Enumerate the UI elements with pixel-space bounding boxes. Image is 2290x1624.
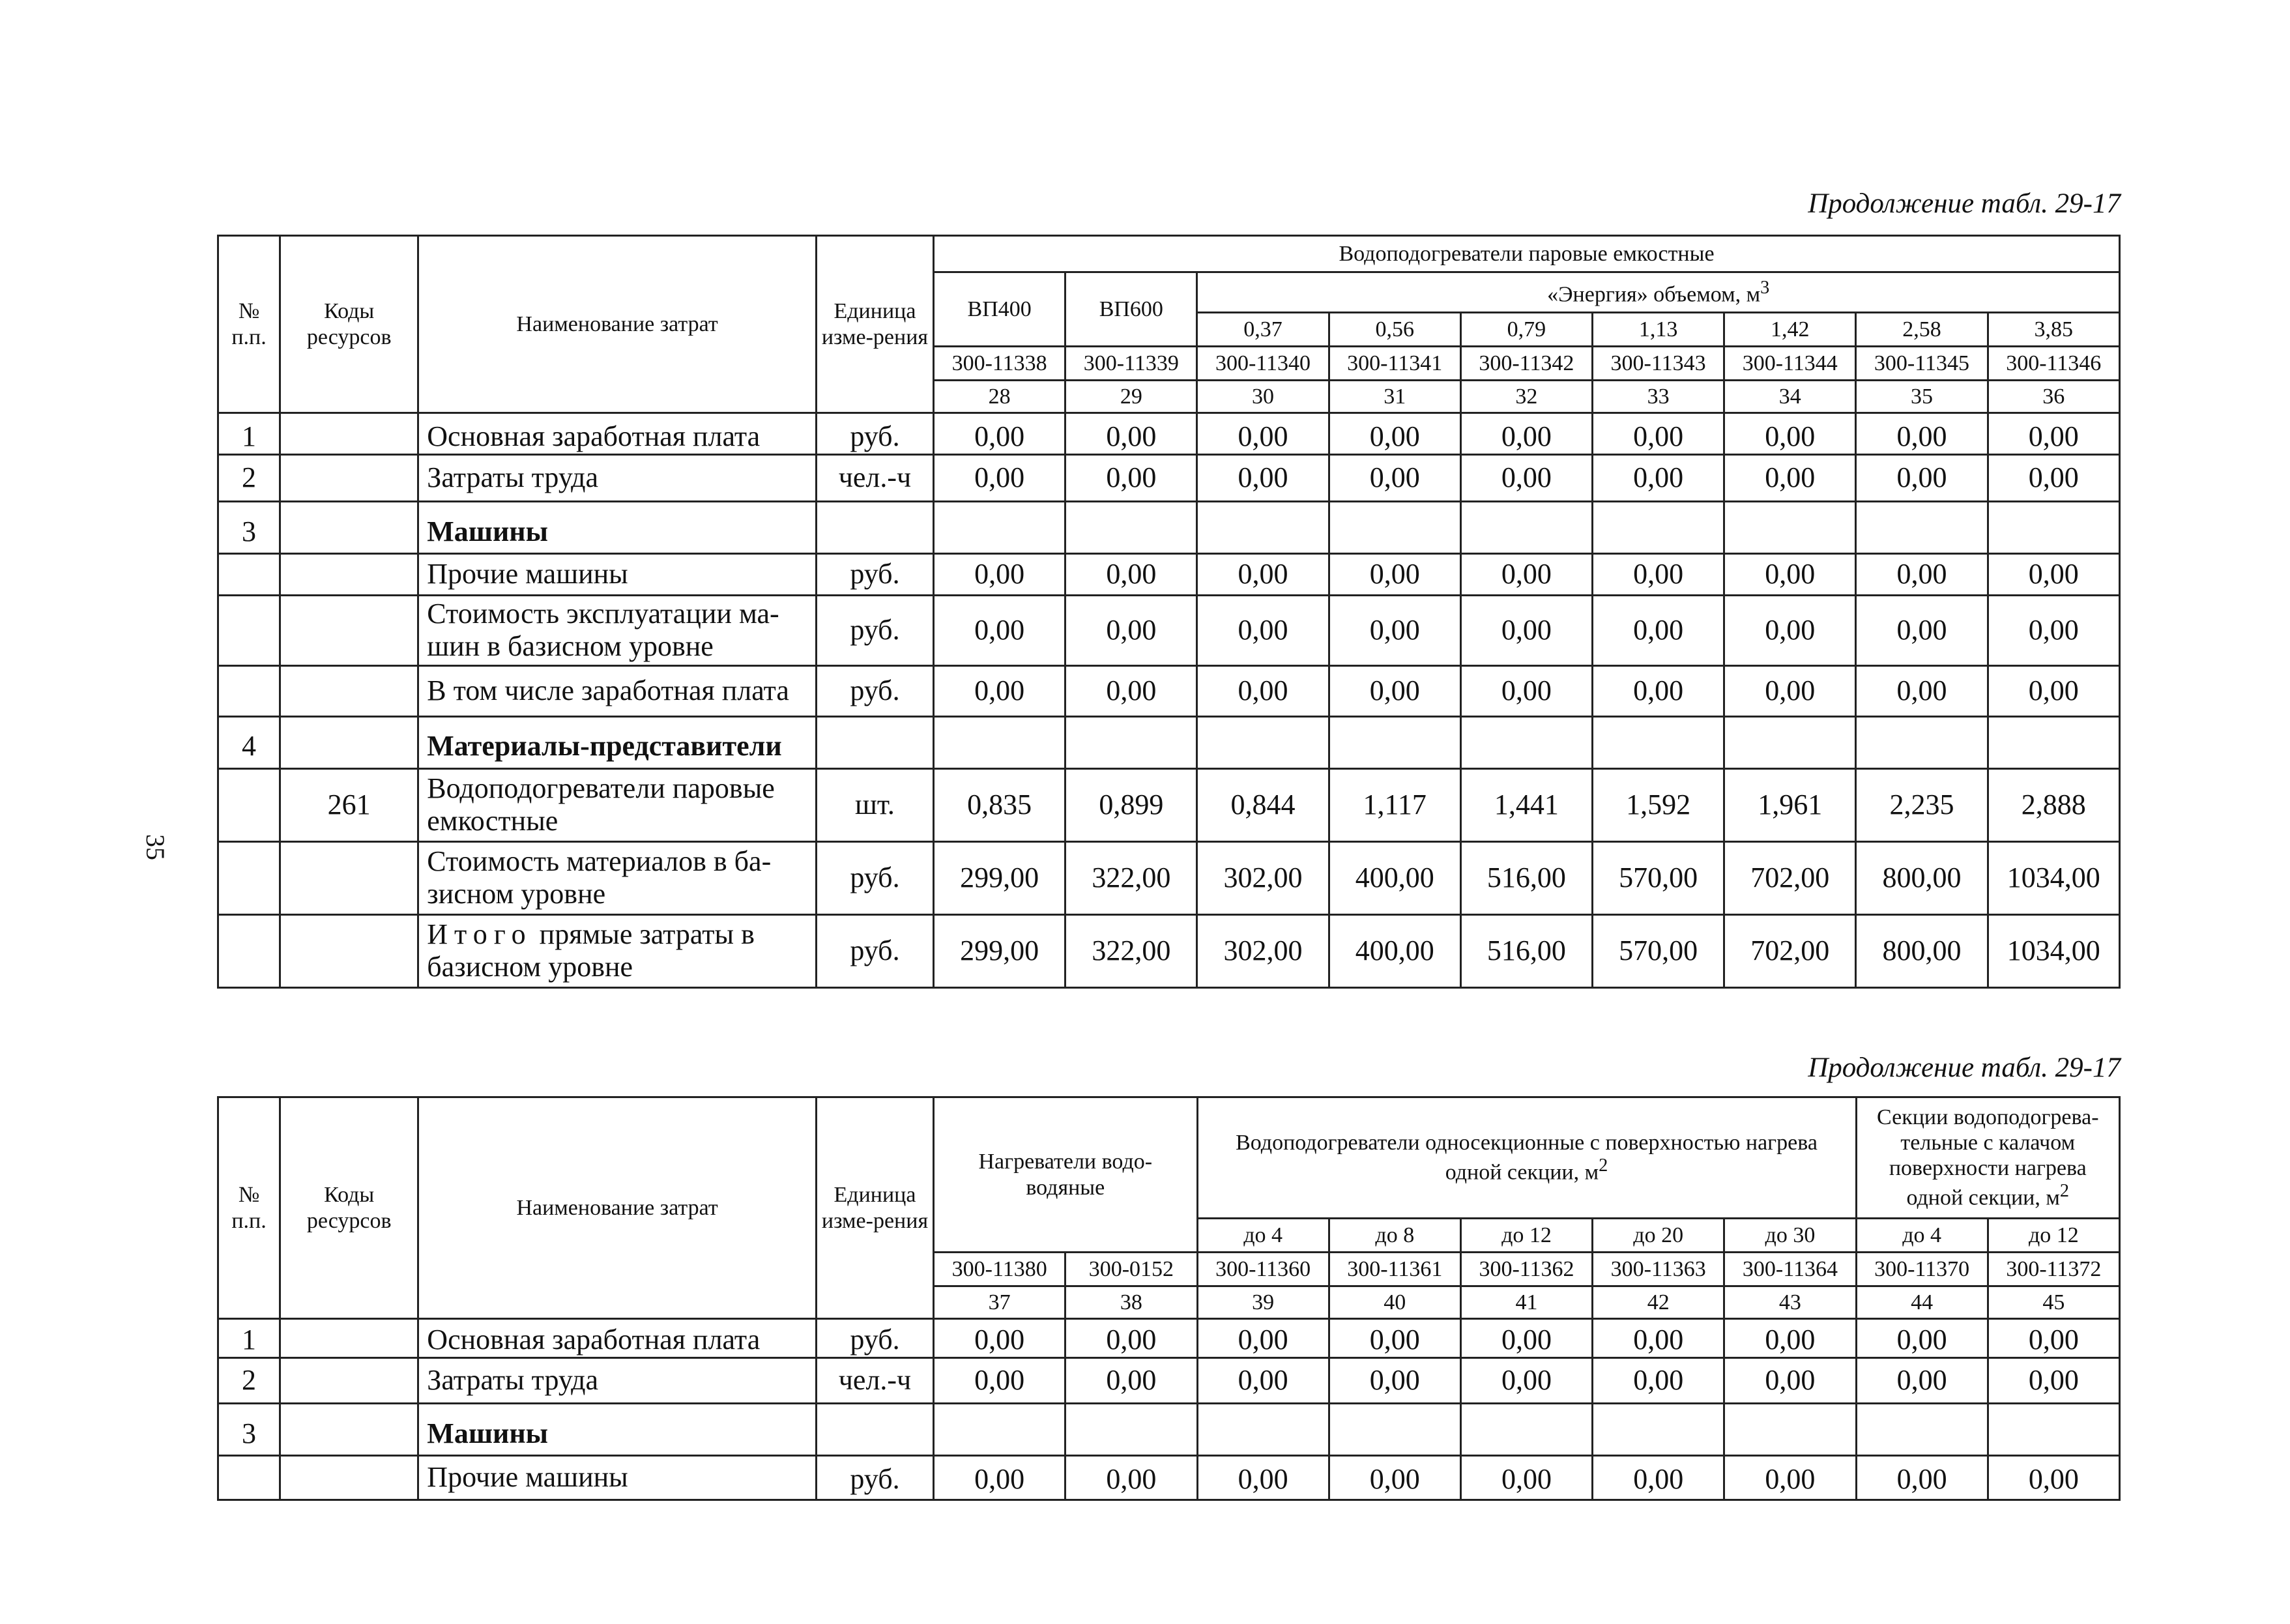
table-row: [218, 1358, 2120, 1404]
unit: руб.: [816, 595, 933, 665]
value-cell: [1329, 1404, 1460, 1456]
value-cell: 570,00: [1592, 914, 1724, 987]
unit: чел.-ч: [816, 1358, 933, 1404]
header-group-b: Водоподогреватели односекционные с поверхностью нагрева одной секции, $м^2$: [1197, 1097, 1856, 1219]
column-number: 34: [1724, 381, 1856, 413]
code-cell: 300-11363: [1593, 1253, 1724, 1286]
table-row: [218, 454, 2120, 501]
cost-name: Затраты труда: [418, 1358, 817, 1404]
column-number: 38: [1065, 1286, 1197, 1319]
cost-name: В том числе заработная плата: [418, 665, 817, 716]
value-cell: 0,00: [1592, 553, 1724, 595]
header-group: Водоподогреватели паровые емкостные: [934, 236, 2120, 272]
value-cell: 0,00: [1724, 454, 1856, 501]
value-cell: 0,00: [1592, 595, 1724, 665]
value-cell: 0,00: [1329, 413, 1460, 455]
value-cell: 302,00: [1197, 914, 1329, 987]
header-codes: Коды ресурсов: [280, 1097, 418, 1319]
value-cell: [934, 501, 1065, 553]
unit: шт.: [816, 768, 933, 841]
value-cell: 0,00: [1065, 413, 1197, 455]
volume-cell: 0,56: [1329, 313, 1460, 347]
table-row: [218, 1319, 2120, 1358]
value-cell: 0,00: [1724, 553, 1856, 595]
value-cell: 0,00: [1724, 665, 1856, 716]
value-cell: 0,00: [1988, 454, 2119, 501]
value-cell: 400,00: [1329, 841, 1460, 914]
value-cell: 0,00: [1988, 413, 2119, 455]
column-number: 33: [1592, 381, 1724, 413]
volume-cell: 1,13: [1592, 313, 1724, 347]
code-cell: 300-11338: [934, 347, 1065, 381]
value-cell: 0,00: [1460, 1456, 1592, 1500]
value-cell: 0,00: [1856, 665, 1988, 716]
value-cell: 0,00: [1197, 553, 1329, 595]
code-cell: 300-11372: [1988, 1253, 2119, 1286]
value-cell: 800,00: [1856, 914, 1988, 987]
value-cell: 322,00: [1065, 914, 1197, 987]
value-cell: [934, 716, 1065, 768]
volume-cell: 0,79: [1460, 313, 1592, 347]
header-group-a: Нагреватели водо-водяные: [934, 1097, 1197, 1253]
value-cell: [1724, 1404, 1856, 1456]
header-name: Наименование затрат: [418, 236, 817, 413]
volume-cell: 3,85: [1988, 313, 2119, 347]
code-cell: 300-11380: [934, 1253, 1065, 1286]
size-cell: до 4: [1856, 1219, 1988, 1253]
resource-code: [280, 1358, 418, 1404]
cost-name: Стоимость материалов в ба-зисном уровне: [418, 841, 817, 914]
unit: руб.: [816, 841, 933, 914]
column-number: 44: [1856, 1286, 1988, 1319]
size-cell: до 12: [1460, 1219, 1592, 1253]
column-number: 29: [1065, 381, 1197, 413]
value-cell: [1329, 716, 1460, 768]
value-cell: 0,00: [1856, 595, 1988, 665]
cost-name: Прочие машины: [418, 1456, 817, 1500]
column-number: 28: [934, 381, 1065, 413]
resource-code: [280, 501, 418, 553]
section-heading: Машины: [418, 1404, 817, 1456]
header-codes: Коды ресурсов: [280, 236, 418, 413]
value-cell: 1034,00: [1988, 914, 2119, 987]
header-vp600: ВП600: [1065, 272, 1197, 347]
section-heading: Материалы-представители: [418, 716, 817, 768]
value-cell: 0,00: [1197, 1456, 1329, 1500]
resource-code: [280, 841, 418, 914]
column-number: 42: [1593, 1286, 1724, 1319]
value-cell: 1,592: [1592, 768, 1724, 841]
header-no: № п.п.: [218, 1097, 280, 1319]
value-cell: [1197, 716, 1329, 768]
value-cell: 0,844: [1197, 768, 1329, 841]
value-cell: 0,00: [934, 454, 1065, 501]
unit: [816, 1404, 933, 1456]
value-cell: 702,00: [1724, 914, 1856, 987]
value-cell: 0,00: [1197, 665, 1329, 716]
value-cell: [1724, 501, 1856, 553]
value-cell: 0,00: [1988, 1358, 2119, 1404]
value-cell: [1197, 501, 1329, 553]
unit: руб.: [816, 914, 933, 987]
column-number: 35: [1856, 381, 1988, 413]
value-cell: 0,00: [1988, 1319, 2119, 1358]
column-number: 31: [1329, 381, 1460, 413]
value-cell: 0,00: [1593, 1358, 1724, 1404]
code-cell: 300-11364: [1724, 1253, 1856, 1286]
value-cell: 0,00: [1065, 665, 1197, 716]
cost-table-1: [217, 235, 2121, 989]
value-cell: 302,00: [1197, 841, 1329, 914]
value-cell: 516,00: [1460, 914, 1592, 987]
value-cell: [1065, 716, 1197, 768]
value-cell: 2,888: [1988, 768, 2119, 841]
table-row: [218, 595, 2120, 665]
volume-cell: 0,37: [1197, 313, 1329, 347]
table1-body: [218, 413, 2120, 988]
column-number: 32: [1460, 381, 1592, 413]
value-cell: [1724, 716, 1856, 768]
header-vp400: ВП400: [934, 272, 1065, 347]
resource-code: 261: [280, 768, 418, 841]
unit: чел.-ч: [816, 454, 933, 501]
value-cell: [1856, 1404, 1988, 1456]
table2-body: [218, 1319, 2120, 1500]
value-cell: 0,00: [1065, 1319, 1197, 1358]
value-cell: 516,00: [1460, 841, 1592, 914]
code-cell: 300-11342: [1460, 347, 1592, 381]
value-cell: 0,00: [1065, 553, 1197, 595]
value-cell: 1,441: [1460, 768, 1592, 841]
volume-cell: 1,42: [1724, 313, 1856, 347]
unit: руб.: [816, 413, 933, 455]
table-row: [218, 914, 2120, 987]
table-row: [218, 1456, 2120, 1500]
size-cell: до 12: [1988, 1219, 2119, 1253]
value-cell: 0,00: [1460, 413, 1592, 455]
table-row: [218, 716, 2120, 768]
value-cell: 0,00: [1460, 454, 1592, 501]
value-cell: 0,00: [1724, 1358, 1856, 1404]
continuation-caption-2: Продолжение табл. 29-17: [1808, 1052, 2121, 1083]
value-cell: 0,00: [1329, 553, 1460, 595]
unit: руб.: [816, 553, 933, 595]
value-cell: 0,00: [1065, 1358, 1197, 1404]
value-cell: 0,00: [1329, 1358, 1460, 1404]
table-row: [218, 768, 2120, 841]
cost-name-total: [418, 914, 817, 987]
column-number: 41: [1460, 1286, 1592, 1319]
value-cell: 0,00: [934, 553, 1065, 595]
value-cell: 0,00: [1724, 413, 1856, 455]
code-cell: 300-11360: [1197, 1253, 1329, 1286]
row-number: 1: [218, 413, 280, 455]
value-cell: 0,00: [1856, 413, 1988, 455]
row-number: [218, 665, 280, 716]
table-row: [218, 1404, 2120, 1456]
value-cell: 570,00: [1592, 841, 1724, 914]
size-cell: до 4: [1197, 1219, 1329, 1253]
value-cell: 0,00: [1460, 1319, 1592, 1358]
value-cell: [934, 1404, 1065, 1456]
header-unit: Единица изме-рения: [816, 1097, 933, 1319]
value-cell: 0,00: [1197, 413, 1329, 455]
value-cell: 0,00: [934, 1319, 1065, 1358]
section-heading: Машины: [418, 501, 817, 553]
unit: руб.: [816, 665, 933, 716]
value-cell: 0,00: [1460, 1358, 1592, 1404]
resource-code: [280, 595, 418, 665]
header-no: № п.п.: [218, 236, 280, 413]
value-cell: [1988, 1404, 2119, 1456]
cost-name: Затраты труда: [418, 454, 817, 501]
value-cell: [1592, 501, 1724, 553]
value-cell: 0,00: [1593, 1319, 1724, 1358]
resource-code: [280, 454, 418, 501]
value-cell: 1034,00: [1988, 841, 2119, 914]
cost-name: Водоподогреватели паровые емкостные: [418, 768, 817, 841]
unit: руб.: [816, 1456, 933, 1500]
resource-code: [280, 1319, 418, 1358]
row-number: [218, 841, 280, 914]
value-cell: 1,117: [1329, 768, 1460, 841]
code-cell: 300-11343: [1592, 347, 1724, 381]
size-cell: до 30: [1724, 1219, 1856, 1253]
row-number: [218, 914, 280, 987]
value-cell: 0,00: [1460, 553, 1592, 595]
value-cell: 0,00: [1988, 595, 2119, 665]
code-cell: 300-11345: [1856, 347, 1988, 381]
resource-code: [280, 1456, 418, 1500]
value-cell: 0,00: [1065, 595, 1197, 665]
value-cell: [1065, 1404, 1197, 1456]
value-cell: 0,00: [1460, 595, 1592, 665]
code-cell: 300-11346: [1988, 347, 2119, 381]
value-cell: 0,00: [1724, 595, 1856, 665]
code-cell: 300-11339: [1065, 347, 1197, 381]
value-cell: 0,00: [1329, 665, 1460, 716]
value-cell: [1856, 501, 1988, 553]
continuation-caption-1: Продолжение табл. 29-17: [1808, 188, 2121, 219]
value-cell: 400,00: [1329, 914, 1460, 987]
resource-code: [280, 716, 418, 768]
table-row: [218, 413, 2120, 455]
column-number: 43: [1724, 1286, 1856, 1319]
value-cell: 0,00: [934, 595, 1065, 665]
header-energy: «Энергия» объемом, $м^3$: [1197, 272, 2120, 313]
value-cell: 0,00: [934, 1456, 1065, 1500]
value-cell: 2,235: [1856, 768, 1988, 841]
column-number: 45: [1988, 1286, 2119, 1319]
row-number: 2: [218, 454, 280, 501]
value-cell: 0,00: [1856, 1319, 1988, 1358]
value-cell: [1592, 716, 1724, 768]
page-number: 35: [141, 834, 170, 860]
cost-table-2: [217, 1096, 2121, 1501]
value-cell: 299,00: [934, 914, 1065, 987]
value-cell: 0,00: [1329, 1456, 1460, 1500]
value-cell: 0,00: [1197, 1358, 1329, 1404]
value-cell: 0,00: [1856, 1358, 1988, 1404]
value-cell: [1329, 501, 1460, 553]
table-row: [218, 553, 2120, 595]
value-cell: 0,00: [1856, 1456, 1988, 1500]
value-cell: 0,00: [934, 1358, 1065, 1404]
column-number: 37: [934, 1286, 1065, 1319]
value-cell: 0,00: [1592, 454, 1724, 501]
value-cell: 0,835: [934, 768, 1065, 841]
volume-cell: 2,58: [1856, 313, 1988, 347]
table-row: [218, 841, 2120, 914]
value-cell: [1065, 501, 1197, 553]
value-cell: [1988, 501, 2119, 553]
code-cell: 300-11361: [1329, 1253, 1460, 1286]
column-number: 36: [1988, 381, 2119, 413]
row-number: [218, 1456, 280, 1500]
resource-code: [280, 553, 418, 595]
value-cell: 0,00: [1460, 665, 1592, 716]
row-number: 3: [218, 1404, 280, 1456]
unit: [816, 501, 933, 553]
unit: [816, 716, 933, 768]
value-cell: 0,00: [1988, 1456, 2119, 1500]
value-cell: 0,00: [934, 665, 1065, 716]
value-cell: 0,00: [1856, 454, 1988, 501]
row-number: 3: [218, 501, 280, 553]
row-number: 1: [218, 1319, 280, 1358]
value-cell: 800,00: [1856, 841, 1988, 914]
resource-code: [280, 413, 418, 455]
code-cell: 300-11344: [1724, 347, 1856, 381]
value-cell: [1988, 716, 2119, 768]
total-label: Итого: [427, 918, 532, 950]
row-number: [218, 768, 280, 841]
value-cell: 0,00: [1724, 1456, 1856, 1500]
value-cell: [1460, 716, 1592, 768]
value-cell: 0,00: [1197, 454, 1329, 501]
value-cell: 0,00: [1593, 1456, 1724, 1500]
value-cell: [1856, 716, 1988, 768]
value-cell: 0,00: [1065, 454, 1197, 501]
value-cell: 0,00: [1065, 1456, 1197, 1500]
value-cell: 322,00: [1065, 841, 1197, 914]
code-cell: 300-11341: [1329, 347, 1460, 381]
value-cell: 299,00: [934, 841, 1065, 914]
column-number: 30: [1197, 381, 1329, 413]
cost-name: Основная заработная плата: [418, 1319, 817, 1358]
unit: руб.: [816, 1319, 933, 1358]
column-number: 40: [1329, 1286, 1460, 1319]
value-cell: 0,00: [1988, 665, 2119, 716]
value-cell: 0,00: [1988, 553, 2119, 595]
value-cell: 0,00: [1724, 1319, 1856, 1358]
value-cell: 0,00: [1329, 454, 1460, 501]
size-cell: до 8: [1329, 1219, 1460, 1253]
value-cell: [1460, 1404, 1592, 1456]
table-row: [218, 501, 2120, 553]
header-unit: Единица изме-рения: [816, 236, 933, 413]
resource-code: [280, 1404, 418, 1456]
value-cell: 0,00: [1592, 413, 1724, 455]
value-cell: 702,00: [1724, 841, 1856, 914]
value-cell: [1197, 1404, 1329, 1456]
row-number: [218, 595, 280, 665]
value-cell: 0,00: [1197, 595, 1329, 665]
value-cell: [1460, 501, 1592, 553]
header-name: Наименование затрат: [418, 1097, 817, 1319]
cost-name: Стоимость эксплуатации ма-шин в базисном уровне: [418, 595, 817, 665]
cost-name: Основная заработная плата: [418, 413, 817, 455]
row-number: 4: [218, 716, 280, 768]
value-cell: 0,899: [1065, 768, 1197, 841]
resource-code: [280, 665, 418, 716]
code-cell: 300-11370: [1856, 1253, 1988, 1286]
header-group-c: Секции водоподогрева-тельные с калачом поверхности нагрева одной секции, $м^2$: [1856, 1097, 2119, 1219]
total-label-rest: прямые затраты в базисном уровне: [427, 918, 755, 983]
value-cell: 0,00: [1856, 553, 1988, 595]
code-cell: 300-0152: [1065, 1253, 1197, 1286]
value-cell: [1593, 1404, 1724, 1456]
size-cell: до 20: [1593, 1219, 1724, 1253]
table-row: [218, 665, 2120, 716]
value-cell: 0,00: [934, 413, 1065, 455]
column-number: 39: [1197, 1286, 1329, 1319]
code-cell: 300-11362: [1460, 1253, 1592, 1286]
code-cell: 300-11340: [1197, 347, 1329, 381]
value-cell: 1,961: [1724, 768, 1856, 841]
value-cell: 0,00: [1197, 1319, 1329, 1358]
value-cell: 0,00: [1329, 1319, 1460, 1358]
cost-name: Прочие машины: [418, 553, 817, 595]
row-number: 2: [218, 1358, 280, 1404]
value-cell: 0,00: [1592, 665, 1724, 716]
value-cell: 0,00: [1329, 595, 1460, 665]
resource-code: [280, 914, 418, 987]
row-number: [218, 553, 280, 595]
